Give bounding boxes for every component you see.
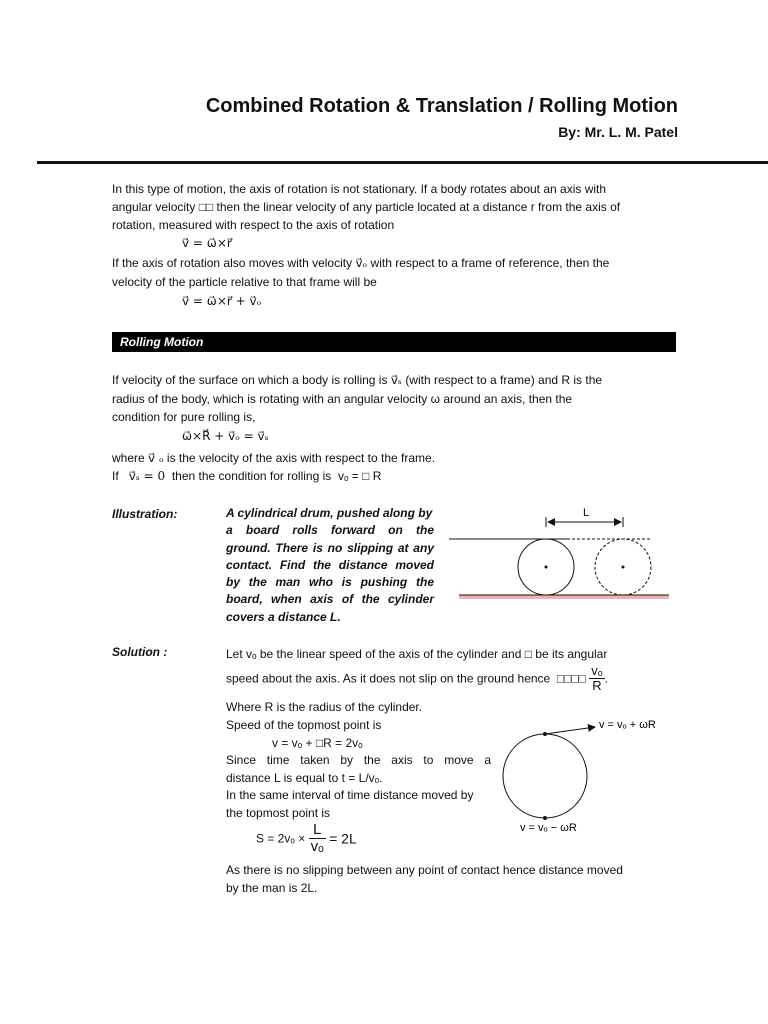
rolling-line-3: condition for pure rolling is, [112, 410, 256, 424]
rolling-line-1a: If velocity of the surface on which a body is rolling is [112, 373, 388, 387]
illustration-line-4: contact. Find the distance moved [226, 557, 434, 572]
intro-line-1: In this type of motion, the axis of rotation is not stationary. If a body rotates about an axis with [112, 182, 607, 196]
solution-line-2 [226, 664, 608, 693]
bottom-point [543, 816, 547, 820]
illustration-line-7: covers a distance L. [226, 609, 341, 624]
top-velocity-label: v = vₒ + ωR [599, 719, 656, 731]
illustration-line-5: by the man who is pushing the [226, 575, 434, 590]
axis-velocity-symbol: v⃗ₒ [355, 256, 368, 270]
page-title: Combined Rotation & Translation / Rolling Motion [205, 95, 678, 117]
omega-fraction [589, 664, 604, 693]
surface-velocity-zero: v⃗ₛ = 0 [128, 469, 166, 483]
omega-fraction-num: vₒ [591, 663, 603, 678]
distance-fraction [309, 822, 326, 855]
equation-velocity: v⃗ = ω⃗×r⃗ [182, 236, 232, 250]
distance-equation-rhs: = 2L [329, 830, 357, 847]
solution-line-10: As there is no slipping between any point of contact hence distance moved [226, 863, 623, 877]
author-line: By: Mr. L. M. Patel [558, 124, 678, 140]
omega-fraction-den: R [592, 678, 602, 693]
intro-line-3: rotation, measured with respect to the axis of rotation [112, 218, 395, 232]
solution-line-5: v = vₒ + □R = 2vₒ [272, 736, 363, 750]
intro-line-4a: If the axis of rotation also moves with velocity [112, 256, 353, 270]
solution-line-8: In the same interval of time distance moved by [226, 788, 474, 802]
surface-velocity-symbol: v⃗ₛ [390, 373, 402, 387]
rolling-line-2: radius of the body, which is rotating with an angular velocity ω around an axis, then the [112, 392, 573, 406]
equation-frame-velocity: v⃗ = ω⃗×r⃗ + v⃗ₒ [182, 294, 262, 308]
cylinder-circle [503, 734, 587, 818]
rolling-line-5 [112, 467, 381, 485]
distance-fraction-den: vₒ [310, 838, 324, 855]
axis-velocity-symbol-2: v⃗ ₒ [148, 451, 164, 465]
rolling-line-4a: where [112, 451, 145, 465]
illustration-line-1: A cylindrical drum, pushed along by [226, 506, 433, 520]
distance-equation-lhs: S = 2vₒ × [256, 831, 306, 846]
drum-axis-initial [545, 566, 548, 569]
distance-equation [256, 822, 357, 855]
rolling-line-1 [112, 371, 602, 389]
illustration-line-2: a board rolls forward on the [226, 523, 434, 538]
illustration-line-3: ground. There is no slipping at any [226, 540, 434, 555]
solution-label: Solution : [112, 645, 168, 659]
intro-line-4b: with respect to a frame of reference, then the [370, 256, 610, 270]
distance-label: L [582, 507, 590, 519]
rolling-line-5a: If [112, 469, 119, 483]
drum-axis-final [622, 566, 625, 569]
bottom-velocity-label: v = vₒ − ωR [520, 822, 577, 834]
solution-line-4: Speed of the topmost point is [226, 718, 382, 732]
solution-line-2-end: . [604, 671, 609, 686]
rolling-line-4 [112, 449, 435, 467]
illustration-label: Illustration: [112, 507, 178, 521]
header-rule [37, 161, 768, 164]
top-velocity-arrow [545, 727, 595, 734]
intro-line-5: velocity of the particle relative to that frame will be [112, 275, 377, 289]
solution-line-2-symbol: □□□□ [556, 671, 586, 686]
solution-line-2a: speed about the axis. As it does not slip on the ground hence [226, 671, 551, 686]
solution-line-11: by the man is 2L. [226, 881, 318, 895]
solution-line-6: Since time taken by the axis to move a [226, 753, 491, 767]
intro-line-2: angular velocity □□ then the linear velocity of any particle located at a distance r from the axis of [112, 200, 621, 214]
velocity-circle-figure [495, 712, 675, 842]
intro-line-4 [112, 254, 609, 272]
section-header-rolling-motion: Rolling Motion [112, 332, 676, 352]
solution-line-1: Let vₒ be the linear speed of the axis of the cylinder and □ be its angular [226, 647, 608, 661]
solution-line-7: distance L is equal to t = L/vₒ. [226, 771, 383, 785]
rolling-line-5b: then the condition for rolling is [171, 469, 332, 483]
illustration-line-6: board, when axis of the cylinder [226, 592, 434, 607]
solution-line-9: the topmost point is [226, 806, 331, 820]
rolling-line-4b: is the velocity of the axis with respect to the frame. [166, 451, 436, 465]
equation-pure-rolling: ω⃗×R⃗ + v⃗ₒ = v⃗ₛ [182, 429, 269, 443]
ground-hatch [459, 595, 669, 599]
rolling-condition: vₒ = □ R [337, 469, 382, 483]
rolling-line-1b: (with respect to a frame) and R is the [405, 373, 603, 387]
illustration-text [226, 505, 434, 626]
distance-fraction-num: L [309, 822, 326, 839]
solution-line-3: Where R is the radius of the cylinder. [226, 700, 423, 714]
drum-board-figure [445, 500, 675, 605]
